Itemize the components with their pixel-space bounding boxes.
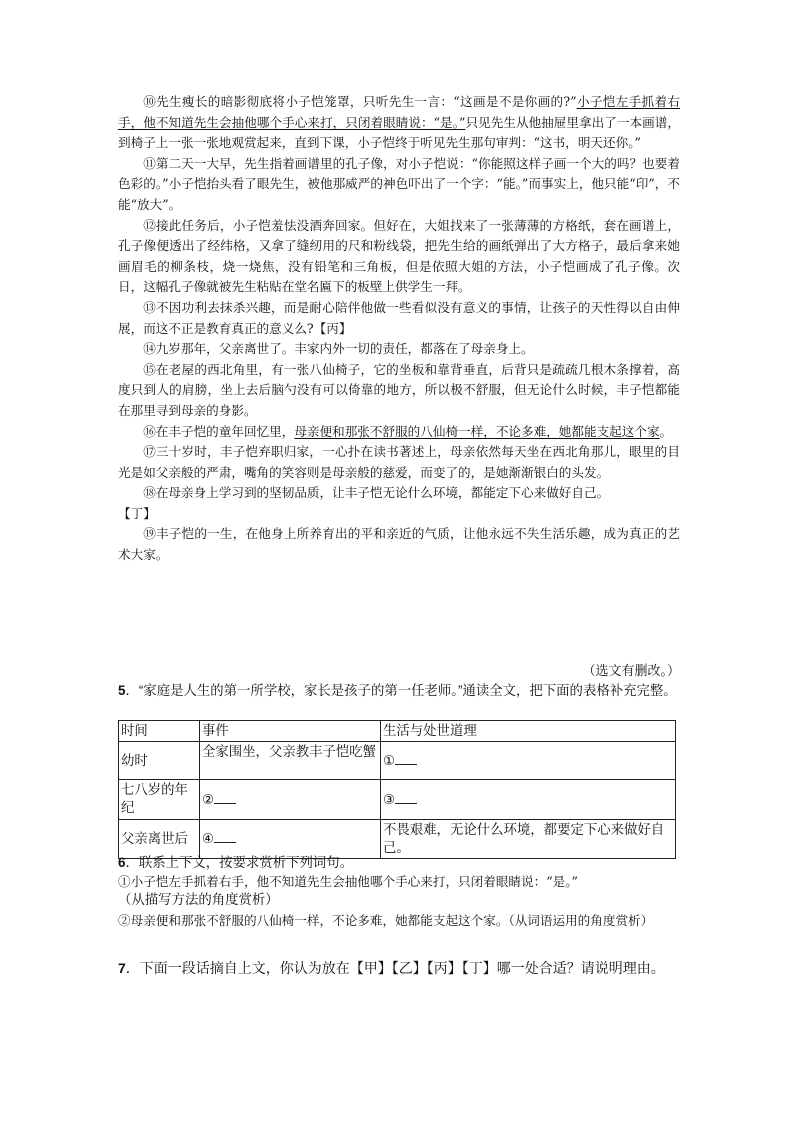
paragraph-11: ⑪第二天一大早，先生指着画谱里的孔子像，对小子恺说：“你能照这样子画一个大的吗？也要着色彩的。”小子恺抬头看了眼先生，被他那威严的神色吓出了一个字：“能。”而事实上，他只能“印”，不能“放大”。 — [118, 155, 680, 212]
q6-item-1-note: （从描写方法的角度赏析） — [118, 892, 279, 907]
answer-blank-2[interactable]: ② — [200, 780, 381, 820]
paragraph-18: ⑱在母亲身上学习到的坚韧品质，让丰子恺无论什么环境，都能定下心来做好自己。 — [143, 485, 610, 501]
answer-blank-4[interactable]: ④ — [200, 820, 381, 859]
paragraph-19: ⑲丰子恺的一生，在他身上所养育出的平和亲近的气质，让他永远不失生活乐趣，成为真正的艺术大家。 — [118, 526, 680, 563]
table-row — [119, 780, 676, 820]
table-header-row — [119, 721, 676, 742]
paragraph-12: ⑫接此任务后，小子恺羞怯没酒奔回家。但好在，大姐找来了一张薄薄的方格纸，套在画谱上，孔子像便透出了经纬格，又拿了缝纫用的尺和粉线袋，把先生给的画纸弹出了大方格子，最后拿来她画眉毛的柳条枝，烧一烧焦，没有铅笔和三角板，但是依照大姐的方法，小子恺画成了孔子像。次日，这幅孔子像就被先生粘贴在堂名匾下的板壁上供学生一拜。 — [118, 217, 680, 295]
answer-table — [118, 720, 676, 859]
question-6: 6．联系上下文，按要求赏析下列词句。 ①小子恺左手抓着右手，他不知道先生会抽他哪个手心来打，只闭着眼睛说：“是。” （从描写方法的角度赏析） ②母亲便和那张不舒服的八仙椅一样，不论多难，她都能支起这个家。（从词语运用的角度赏析） — [118, 854, 680, 931]
table-header-cell: 事件 — [200, 721, 381, 742]
answer-blank-3[interactable]: ③ — [381, 780, 676, 820]
paragraph-13: ⑬不因功利去抹杀兴趣，而是耐心陪伴他做一些看似没有意义的事情，让孩子的天性得以自由伸展，而这不正是教育真正的意义么?【丙】 — [118, 299, 680, 336]
paragraph-10: ⑩先生瘦长的暗影彻底将小子恺笼罩，只听先生一言：“这画是不是你画的?”小子恺左手抓着右手，他不知道先生会抽他哪个手心来打，只闭着眼睛说：“是。”只见先生从他抽屉里拿出了一本画谱，到椅子上一张一张地观赏起来，直到下课，小子恺终于听见先生那句审判：“这书，明天还你。” — [118, 94, 681, 151]
table-cell: 不畏艰难，无论什么环境，都要定下心来做好自己。 — [381, 820, 676, 859]
table-cell: 七八岁的年纪 — [119, 780, 200, 820]
table-cell: 父亲离世后 — [119, 820, 200, 859]
paragraph-15: ⑮在老屋的西北角里，有一张八仙椅子，它的坐板和靠背垂直，后背只是疏疏几根木条撑着，高度只到人的肩膀，坐上去后脑勺没有可以倚靠的地方，所以极不舒服，但无论什么时候，丰子恺都能在那里寻到母亲的身影。 — [118, 361, 680, 418]
question-5: 5．“家庭是人生的第一所学校，家长是孩子的第一任老师。”通读全文，把下面的表格补充完整。 — [118, 683, 677, 698]
marker-ding: 【丁】 — [118, 505, 156, 521]
table-row — [119, 820, 676, 859]
paragraph-17: ⑰三十岁时，丰子恺弃职归家，一心扑在读书著述上，母亲依然每天坐在西北角那儿，眼里的目光是如父亲般的严肃，嘴角的笑容则是母亲般的慈爱，而变了的，是她渐渐银白的头发。 — [118, 444, 680, 480]
paragraph-16: ⑯在丰子恺的童年回忆里，母亲便和那张不舒服的八仙椅一样，不论多难，她都能支起这个家。 — [143, 423, 673, 439]
q6-item-1: ①小子恺左手抓着右手，他不知道先生会抽他哪个手心来打，只闭着眼睛说：“是。” — [118, 873, 578, 889]
underlined-sentence-1: 小子恺左手抓着右手，他不知道先生会抽他哪个手心来打，只闭着眼睛说：“是。” — [118, 94, 680, 130]
table-header-cell: 生活与处世道理 — [381, 721, 676, 742]
table-cell: 幼时 — [119, 742, 200, 780]
essay-text — [118, 92, 680, 566]
underlined-sentence-2: 母亲便和那张不舒服的八仙椅一样，不论多难，她都能支起这个家 — [294, 423, 660, 439]
table-header-cell: 时间 — [119, 721, 200, 742]
table-row — [119, 742, 676, 780]
table-cell: 全家围坐，父亲教丰子恺吃蟹 — [200, 742, 381, 780]
paragraph-14: ⑭九岁那年，父亲离世了。丰家内外一切的责任，都落在了母亲身上。 — [143, 341, 534, 357]
answer-blank-1[interactable]: ① — [381, 742, 676, 780]
source-note: （选文有删改。） — [582, 663, 680, 678]
question-7: 7．下面一段话摘自上文，你认为放在【甲】【乙】【丙】【丁】哪一处合适？请说明理由。 — [118, 960, 665, 976]
q6-item-2: ②母亲便和那张不舒服的八仙椅一样，不论多难，她都能支起这个家。（从词语运用的角度赏析） — [118, 912, 654, 928]
